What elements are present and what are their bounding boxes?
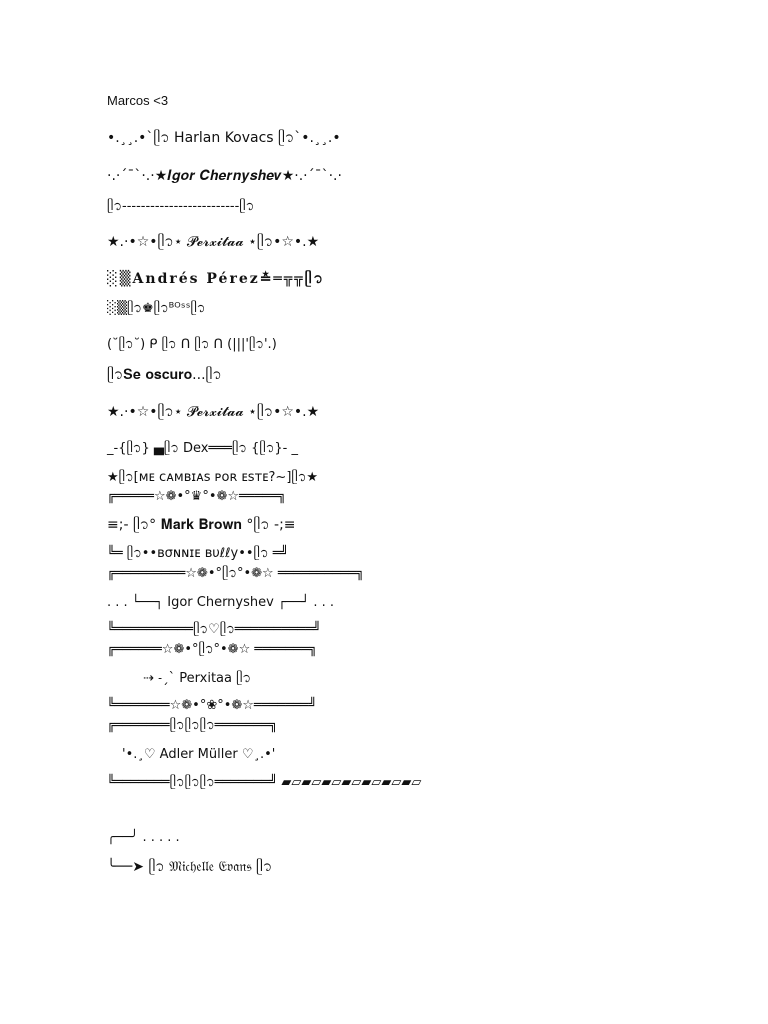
line-punn: (˘ᥫ᭡˘) ᑭ ᥫ᭡ ᑎ ᥫ᭡ ᑎ (|||'ᥫ᭡'.) — [107, 337, 277, 352]
line-frame-top-4: ╔═══════ᥫ᭡ᥫ᭡ᥫ᭡═══════╗ — [107, 718, 278, 733]
line-perxitaa-2: ★.·•☆•ᥫ᭡⋆ 𝓟𝓮𝓻𝔁𝓲𝓽𝓪𝓪 ⋆ᥫ᭡•☆•.★ — [107, 404, 320, 420]
line-harlan-kovacs: •.¸¸.•`ᥫ᭡ Harlan Kovacs ᥫ᭡`•.¸¸.• — [107, 130, 341, 146]
line-mark-brown: ≡;- ᥫ᭡° 𝐌𝐚𝐫𝐤 𝐁𝐫𝐨𝐰𝐧 °ᥫ᭡ -;≡ — [107, 517, 296, 533]
line-frame-top-2: ╔═════════☆❁•°ᥫ᭡°•❁☆ ══════════╗ — [107, 566, 364, 581]
document-title: Marcos <3 — [107, 93, 169, 108]
line-divider: ᥫ᭡-------------------------ᥫ᭡ — [107, 199, 255, 214]
line-boss: ░▒ᥫ᭡♚ᥫ᭡ᴮᴼˢˢᥫ᭡ — [107, 301, 206, 316]
line-frame-bottom-2: ╚═══════☆❁•°❀°•❁☆═══════╝ — [107, 698, 317, 713]
line-igor-chernyshev-bold: ·.·´¯`·.·★𝑰𝒈𝒐𝒓 𝑪𝒉𝒆𝒓𝒏𝒚𝒔𝒉𝒆𝒗★·.·´¯`·.· — [107, 168, 342, 184]
line-arrow-top: ╭──╯ . . . . . — [107, 830, 180, 845]
line-perxitaa-3: ⇢ ˗ˏˋ Perxitaa ᥫ᭡ — [143, 671, 252, 686]
line-michelle-evans: ╰──➤ ᥫ᭡ 𝔐𝔦𝔠𝔥𝔢𝔩𝔩𝔢 𝔈𝔳𝔞𝔫𝔰 ᥫ᭡ — [107, 859, 273, 875]
line-perxitaa-1: ★.·•☆•ᥫ᭡⋆ 𝓟𝓮𝓻𝔁𝓲𝓽𝓪𝓪 ⋆ᥫ᭡•☆•.★ — [107, 234, 320, 250]
line-frame-top-1: ╔═════☆❁•°♛°•❁☆═════╗ — [107, 489, 287, 504]
line-se-oscuro: ᥫ᭡𝐒𝐞 𝐨𝐬𝐜𝐮𝐫𝐨...ᥫ᭡ — [107, 367, 222, 383]
line-adler-muller: '•.¸♡ Adler Müller ♡¸.•' — [122, 747, 276, 762]
line-bonnie-bully: ╚═ ᥫ᭡••ʙσɴɴɪᴇ ʙυℓℓу••ᥫ᭡ ═╝ — [107, 546, 289, 561]
line-frame-top-3: ╔══════☆❁•°ᥫ᭡°•❁☆ ═══════╗ — [107, 642, 317, 657]
line-igor-chernyshev: . . . └──┐ Igor Chernyshev ┌──┘ . . . — [107, 595, 335, 610]
line-dex: _-{ᥫ᭡} ▄ᥫ᭡ Dex═══ᥫ᭡ {ᥫ᭡}- _ — [107, 441, 299, 456]
line-me-cambias: ★ᥫ᭡[ᴍᴇ ᴄᴀᴍʙɪᴀꜱ ᴘᴏʀ ᴇꜱᴛᴇ?~]ᥫ᭡★ — [107, 470, 319, 485]
line-andres-perez: ░▒Andrés Pérez≛═╦╦ᥫ᭡ — [107, 271, 325, 287]
line-frame-bottom-3: ╚═══════ᥫ᭡ᥫ᭡ᥫ᭡═══════╝ ▰▱▰▱▰▱▰▱▰▱▰▱▰▱ — [107, 775, 422, 790]
line-frame-bottom-1: ╚══════════ᥫ᭡♡ᥫ᭡══════════╝ — [107, 622, 321, 637]
